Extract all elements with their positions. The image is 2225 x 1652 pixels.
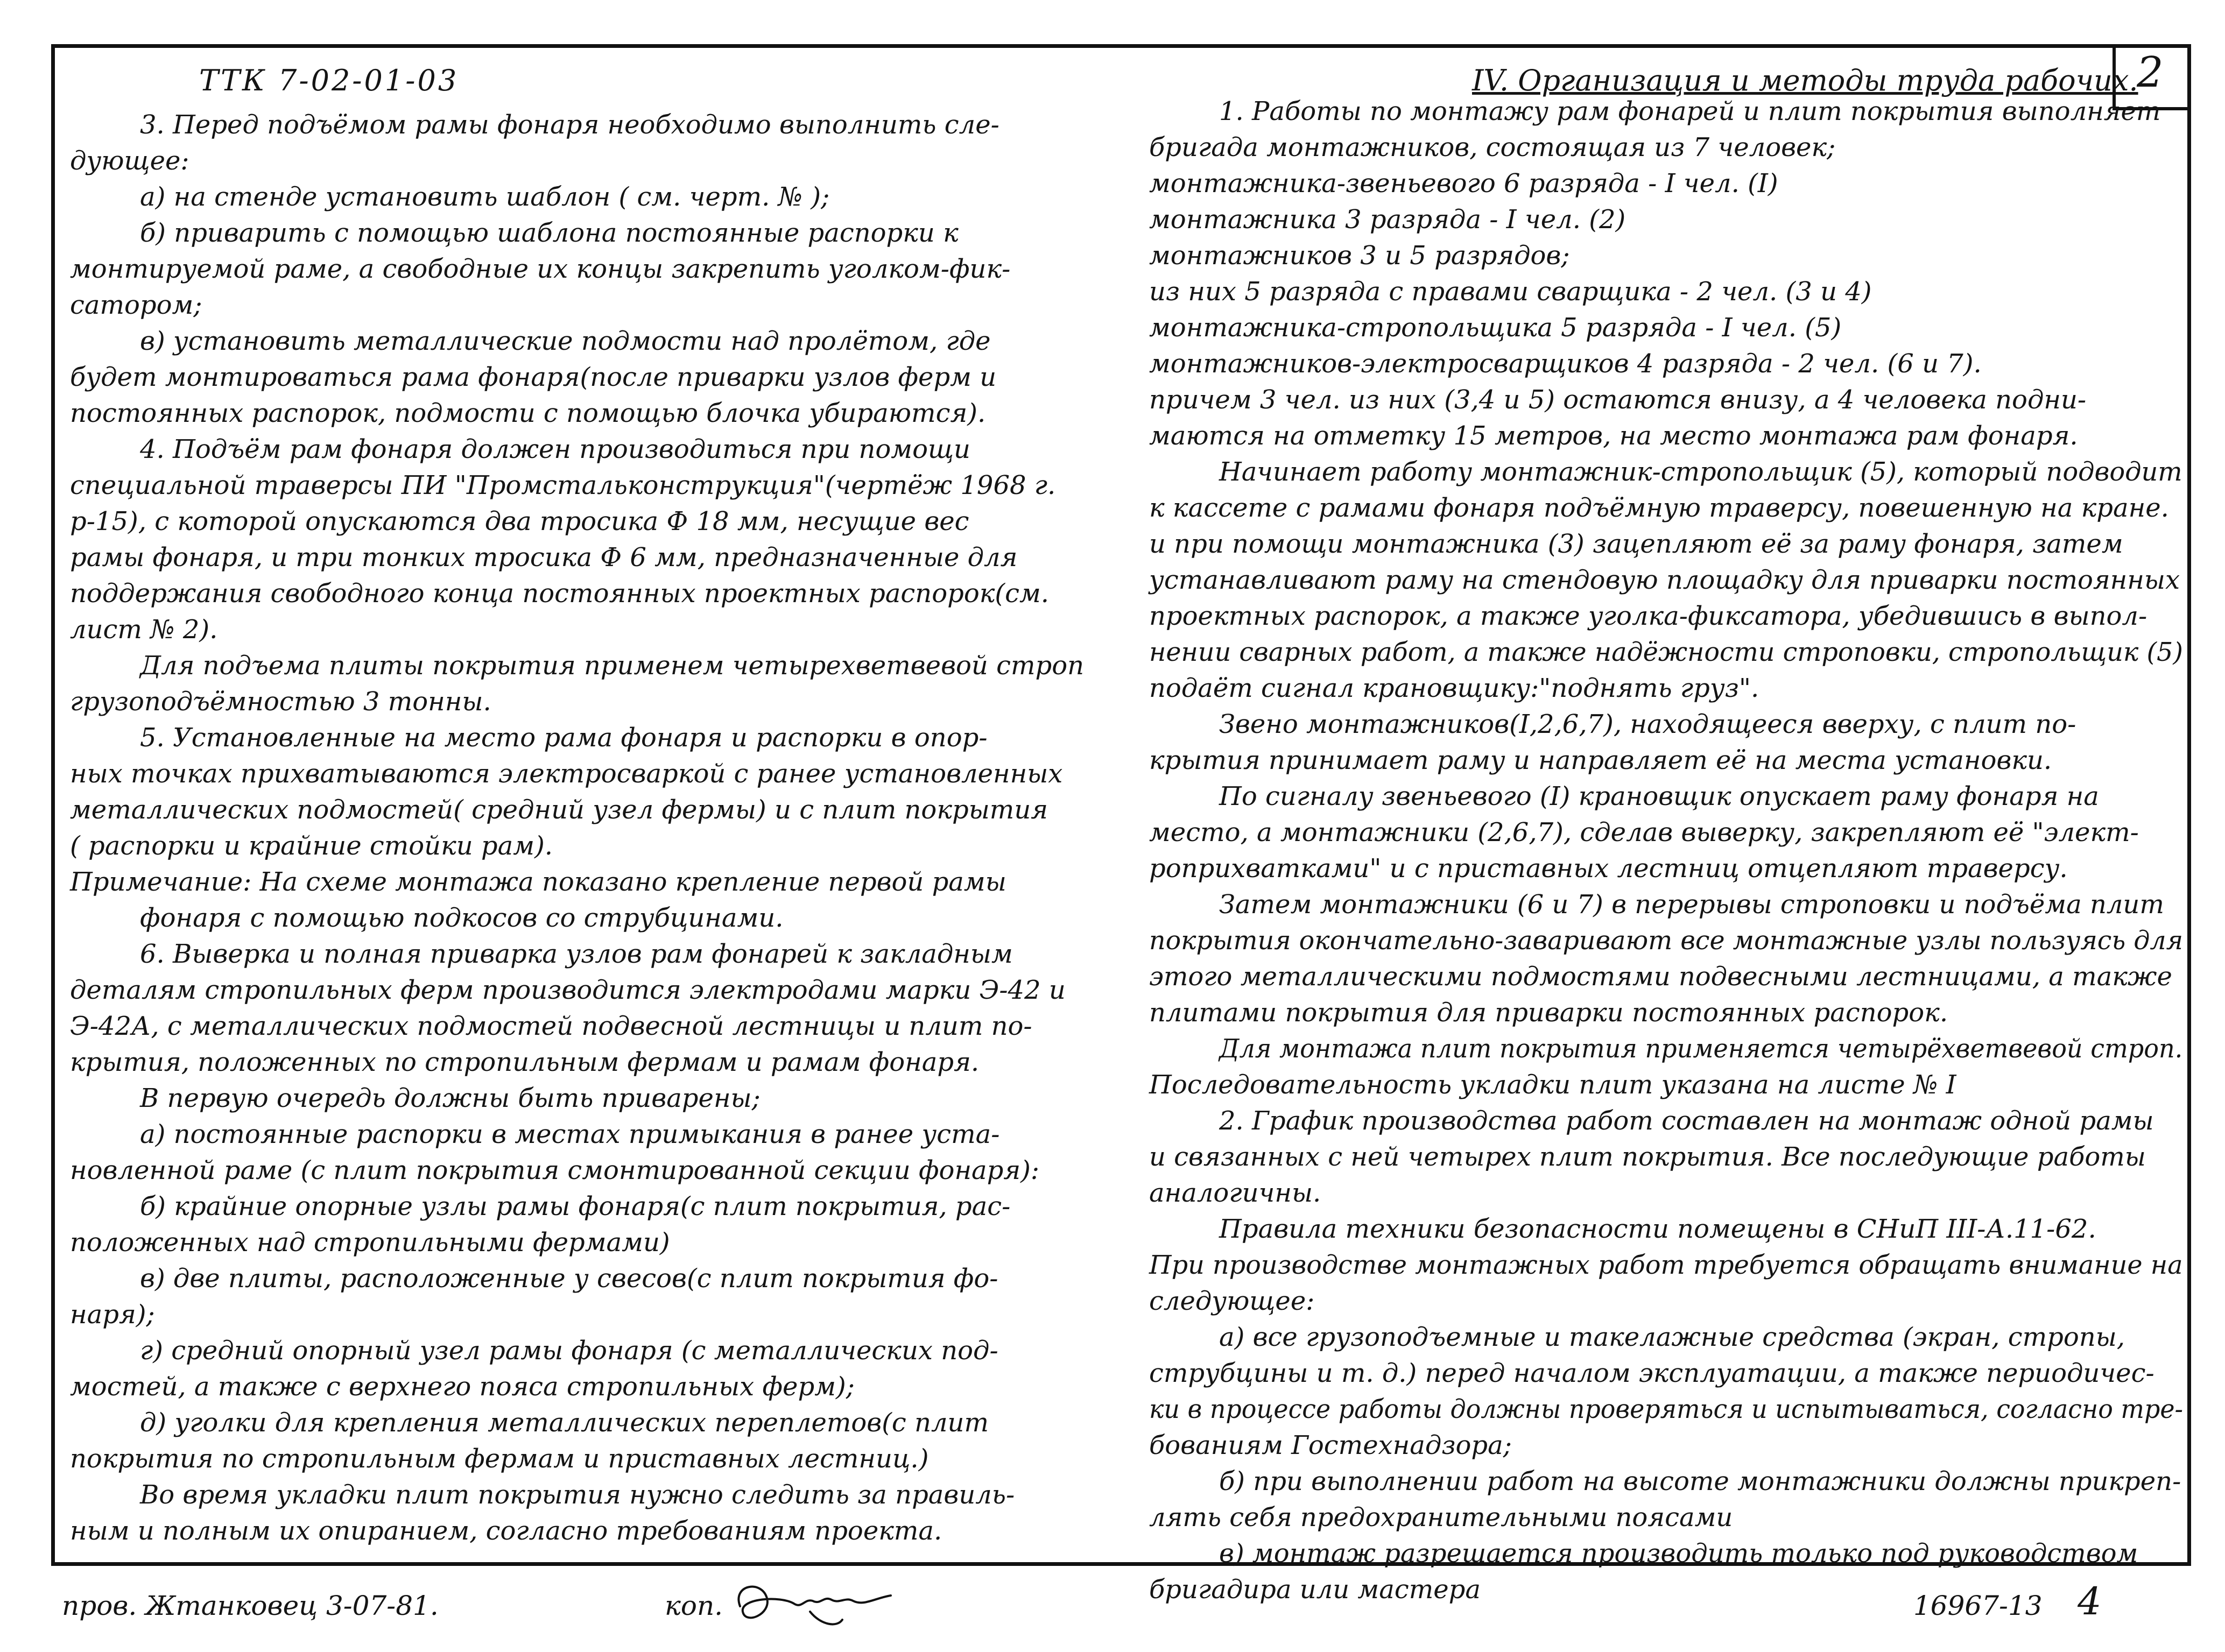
checker-note: пров. Жтанковец 3-07-81. <box>62 1590 439 1621</box>
text-line: монтажника 3 разряда - I чел. (2) <box>1149 204 1626 235</box>
text-line: В первую очередь должны быть приварены; <box>140 1083 761 1113</box>
text-line: маются на отметку 15 метров, на место монтажа рам фонаря. <box>1149 421 2078 451</box>
text-line: подаёт сигнал крановщику:"поднять груз". <box>1149 673 1759 703</box>
text-line: специальной траверсы ПИ "Промстальконструкция"(чертёж 1968 г. <box>70 470 1056 500</box>
text-line: в) установить металлические подмости над пролётом, где <box>140 326 991 356</box>
text-line: наря); <box>70 1300 155 1330</box>
text-line: а) на стенде установить шаблон ( см. черт. № ); <box>140 182 830 212</box>
text-line: г) средний опорный узел рамы фонаря (с металлических под- <box>140 1336 998 1366</box>
text-line: а) все грузоподъемные и такелажные средства (экран, стропы, <box>1219 1322 2125 1352</box>
text-line: ным и полным их опиранием, согласно требованиям проекта. <box>70 1516 942 1546</box>
text-line: этого металлическими подмостями подвесными лестницами, а также <box>1149 962 2172 992</box>
text-line: положенных над стропильными фермами) <box>70 1227 670 1258</box>
text-line: Начинает работу монтажник-стропольщик (5), который подводит <box>1219 457 2182 487</box>
text-line: б) крайние опорные узлы рамы фонаря(с плит покрытия, рас- <box>140 1191 1011 1222</box>
text-line: сатором; <box>70 290 202 320</box>
text-line: фонаря с помощью подкосов со струбцинами. <box>140 903 784 933</box>
text-line: 1. Работы по монтажу рам фонарей и плит покрытия выполняет <box>1219 96 2161 126</box>
text-line: 5. Установленные на место рама фонаря и распорки в опор- <box>140 723 988 753</box>
text-line: причем 3 чел. из них (3,4 и 5) остаются внизу, а 4 человека подни- <box>1149 385 2087 415</box>
text-line: к кассете с рамами фонаря подъёмную траверсу, повешенную на кране. <box>1149 493 2169 523</box>
text-line: крытия, положенных по стропильным фермам и рамам фонаря. <box>70 1047 980 1077</box>
text-line: Затем монтажники (6 и 7) в перерывы строповки и подъёма плит <box>1219 889 2164 920</box>
text-line: дующее: <box>70 146 189 176</box>
text-line: ных точках прихватываются электросваркой с ранее установленных <box>70 759 1063 789</box>
text-line: следующее: <box>1149 1286 1315 1316</box>
text-line: б) приварить с помощью шаблона постоянные распорки к <box>140 218 959 248</box>
text-line: проектных распорок, а также уголка-фиксатора, убедившись в выпол- <box>1149 601 2147 631</box>
text-line: струбцины и т. д.) перед началом эксплуатации, а также периодичес- <box>1149 1358 2154 1388</box>
text-line: Во время укладки плит покрытия нужно следить за правиль- <box>140 1480 1015 1510</box>
text-line: 4. Подъём рам фонаря должен производиться при помощи <box>140 434 970 464</box>
text-line: Примечание: На схеме монтажа показано крепление первой рамы <box>70 867 1006 897</box>
text-line: крытия принимает раму и направляет её на места установки. <box>1149 745 2052 775</box>
text-line: деталям стропильных ферм производится электродами марки Э-42 и <box>70 975 1066 1005</box>
text-line: а) постоянные распорки в местах примыкания в ранее уста- <box>140 1119 1000 1149</box>
text-line: Для монтажа плит покрытия применяется четырёхветвевой строп. <box>1219 1034 2183 1064</box>
text-line: место, а монтажники (2,6,7), сделав выверку, закрепляют её "элект- <box>1149 817 2139 848</box>
text-line: рамы фонаря, и три тонких тросика Ф 6 мм, предназначенные для <box>70 542 1018 573</box>
text-line: и связанных с ней четырех плит покрытия. Все последующие работы <box>1149 1142 2146 1172</box>
section-title <box>1472 63 2138 97</box>
text-line: бригадира или мастера <box>1149 1575 1481 1605</box>
text-line: грузоподъёмностью 3 тонны. <box>70 687 491 717</box>
text-line: роприхватками" и с приставных лестниц отцепляют траверсу. <box>1149 853 2068 884</box>
text-line: 6. Выверка и полная приварка узлов рам фонарей к закладным <box>140 939 1013 969</box>
text-line: покрытия окончательно-заваривают все монтажные узлы пользуясь для <box>1149 926 2184 956</box>
document-code: ТТК 7-02-01-03 <box>199 63 459 97</box>
text-line: будет монтироваться рама фонаря(после приварки узлов ферм и <box>70 362 997 392</box>
text-line: ки в процессе работы должны проверяться и испытываться, согласно тре- <box>1149 1394 2183 1424</box>
text-line: б) при выполнении работ на высоте монтажники должны прикреп- <box>1219 1466 2181 1496</box>
text-line: Правила техники безопасности помещены в СНиП III-А.11-62. <box>1219 1214 2096 1244</box>
text-line: аналогичны. <box>1149 1178 1321 1208</box>
text-line: бригада монтажников, состоящая из 7 человек; <box>1149 132 1836 163</box>
text-line: бованиям Гостехнадзора; <box>1149 1430 1512 1460</box>
text-line: Звено монтажников(I,2,6,7), находящееся вверху, с плит по- <box>1219 709 2076 739</box>
text-line: д) уголки для крепления металлических переплетов(с плит <box>140 1408 989 1438</box>
text-line: При производстве монтажных работ требуется обращать внимание на <box>1149 1250 2183 1280</box>
text-line: из них 5 разряда с правами сварщика - 2 чел. (3 и 4) <box>1149 277 1872 307</box>
text-line: р-15), с которой опускаются два тросика Ф 18 мм, несущие вес <box>70 506 969 536</box>
copier-signature <box>729 1574 902 1633</box>
text-line: монтажников 3 и 5 разрядов; <box>1149 241 1570 271</box>
text-line: устанавливают раму на стендовую площадку для приварки постоянных <box>1149 565 2180 595</box>
page-number: 2 <box>2137 48 2164 97</box>
text-line: нении сварных работ, а также надёжности строповки, стропольщик (5) <box>1149 637 2183 667</box>
text-line: По сигналу звеньевого (I) крановщик опускает раму фонаря на <box>1219 781 2099 811</box>
text-line: в) две плиты, расположенные у свесов(с плит покрытия фо- <box>140 1263 998 1294</box>
text-line: монтажника-стропольщика 5 разряда - I чел. (5) <box>1149 313 1842 343</box>
text-line: постоянных распорок, подмости с помощью блочка убираются). <box>70 398 986 428</box>
text-line: мостей, а также с верхнего пояса стропильных ферм); <box>70 1372 855 1402</box>
sheet-code: 16967-13 <box>1913 1590 2043 1621</box>
text-line: лять себя предохранительными поясами <box>1149 1502 1733 1533</box>
text-line: поддержания свободного конца постоянных проектных распорок(см. <box>70 578 1050 609</box>
text-line: в) монтаж разрешается производить только под руководством <box>1219 1538 2138 1569</box>
text-line: покрытия по стропильным фермам и приставных лестниц.) <box>70 1444 929 1474</box>
text-line: новленной раме (с плит покрытия смонтированной секции фонаря): <box>70 1155 1040 1185</box>
text-line: Последовательность укладки плит указана на листе № I <box>1149 1070 1956 1100</box>
sheet-number: 4 <box>2078 1579 2102 1623</box>
text-line: монтажника-звеньевого 6 разряда - I чел. (I) <box>1149 168 1778 199</box>
text-line: монтажников-электросварщиков 4 разряда - 2 чел. (6 и 7). <box>1149 349 1982 379</box>
text-line: 2. График производства работ составлен на монтаж одной рамы <box>1219 1106 2154 1136</box>
section-title-text: IV. Организация и методы труда рабочих. <box>1472 63 2138 97</box>
text-line: монтируемой раме, а свободные их концы закрепить уголком-фик- <box>70 254 1011 284</box>
text-line: металлических подмостей( средний узел фермы) и с плит покрытия <box>70 795 1048 825</box>
copier-label: коп. <box>665 1590 723 1621</box>
text-line: Э-42А, с металлических подмостей подвесной лестницы и плит по- <box>70 1011 1032 1041</box>
text-line: ( распорки и крайние стойки рам). <box>70 831 553 861</box>
text-line: лист № 2). <box>70 615 218 645</box>
text-line: Для подъема плиты покрытия применем четырехветвевой строп <box>140 651 1085 681</box>
text-line: плитами покрытия для приварки постоянных распорок. <box>1149 998 1948 1028</box>
text-line: 3. Перед подъёмом рамы фонаря необходимо выполнить сле- <box>140 110 999 140</box>
text-line: и при помощи монтажника (3) зацепляют её за раму фонаря, затем <box>1149 529 2123 559</box>
